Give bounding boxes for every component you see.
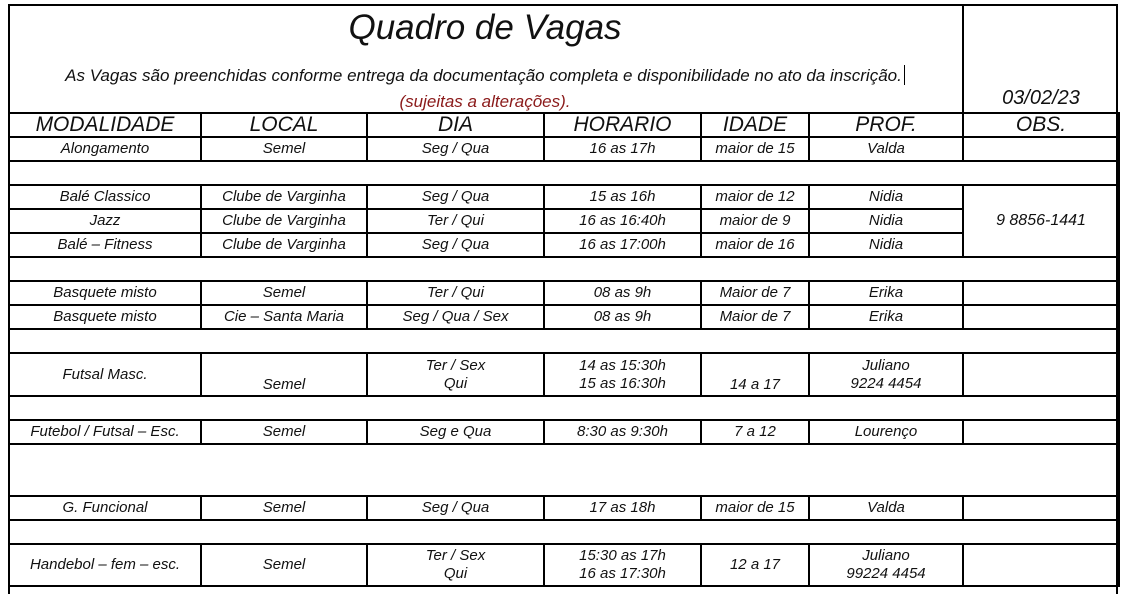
prof-line: 99224 4454 (846, 565, 926, 582)
cell-prof: Lourenço (809, 420, 963, 444)
cell-prof: Valda (809, 496, 963, 520)
cell-horario: 16 as 16:40h (544, 209, 701, 233)
cell-modalidade: Basquete misto (9, 281, 201, 305)
horario-line: 16 as 17:30h (579, 565, 666, 582)
table-row (9, 209, 1119, 233)
table-row (9, 233, 1119, 257)
cell-modalidade: Futebol / Futsal – Esc. (9, 420, 201, 444)
cell-dia: Seg / Qua (367, 233, 544, 257)
spacer-row (9, 329, 1119, 353)
spacer-row (9, 444, 1119, 496)
cell-prof: Nidia (809, 209, 963, 233)
cell-horario (544, 353, 701, 396)
cell-local: Semel (201, 353, 367, 396)
cell-horario: 08 as 9h (544, 281, 701, 305)
date-label: 03/02/23 (1002, 87, 1080, 109)
cell-prof: Erika (809, 281, 963, 305)
table-row (9, 420, 1119, 444)
table-row (9, 496, 1119, 520)
cell-idade: maior de 15 (701, 496, 809, 520)
cell-idade: Maior de 7 (701, 281, 809, 305)
cell-obs (963, 305, 1119, 329)
table-row (9, 281, 1119, 305)
horario-line: 15:30 as 17h (579, 547, 666, 564)
cell-prof (809, 353, 963, 396)
cell-horario: 17 as 18h (544, 496, 701, 520)
spacer-row (9, 396, 1119, 420)
cell-local: Semel (201, 137, 367, 161)
cell-dia: Seg / Qua (367, 496, 544, 520)
cell-prof: Valda (809, 137, 963, 161)
cell-idade: 12 a 17 (701, 544, 809, 586)
text-cursor (904, 65, 905, 85)
spacer-cell (9, 161, 1119, 185)
vacancy-table (8, 112, 1120, 587)
cell-modalidade: Basquete misto (9, 305, 201, 329)
column-header-obs: OBS. (963, 113, 1119, 137)
column-header-idade: IDADE (701, 113, 809, 137)
table-header-row (9, 113, 1119, 137)
table-row (9, 305, 1119, 329)
cell-modalidade: Handebol – fem – esc. (9, 544, 201, 586)
cell-modalidade: G. Funcional (9, 496, 201, 520)
cell-dia (367, 544, 544, 586)
column-header-dia: DIA (367, 113, 544, 137)
column-header-local: LOCAL (201, 113, 367, 137)
cell-modalidade: Balé – Fitness (9, 233, 201, 257)
spacer-row (9, 161, 1119, 185)
cell-horario: 16 as 17h (544, 137, 701, 161)
table-row (9, 137, 1119, 161)
cell-prof: Nidia (809, 233, 963, 257)
cell-local: Semel (201, 496, 367, 520)
dia-line: Qui (443, 565, 468, 582)
cell-local: Semel (201, 420, 367, 444)
cell-idade: maior de 16 (701, 233, 809, 257)
spacer-cell (9, 396, 1119, 420)
cell-idade: maior de 9 (701, 209, 809, 233)
column-header-horario: HORARIO (544, 113, 701, 137)
cell-idade: maior de 15 (701, 137, 809, 161)
cell-obs (963, 353, 1119, 396)
cell-local: Cie – Santa Maria (201, 305, 367, 329)
cell-idade: Maior de 7 (701, 305, 809, 329)
cell-idade: 7 a 12 (701, 420, 809, 444)
spacer-cell (9, 329, 1119, 353)
cell-dia (367, 353, 544, 396)
cell-obs (963, 496, 1119, 520)
cell-dia: Ter / Qui (367, 281, 544, 305)
cell-local: Clube de Varginha (201, 209, 367, 233)
table-row (9, 353, 1119, 396)
column-header-prof: PROF. (809, 113, 963, 137)
spacer-row (9, 257, 1119, 281)
cell-modalidade: Futsal Masc. (9, 353, 201, 396)
spacer-cell (9, 520, 1119, 544)
dia-line: Ter / Sex (425, 356, 486, 374)
cell-horario: 8:30 as 9:30h (544, 420, 701, 444)
cell-obs (963, 420, 1119, 444)
spacer-row (9, 520, 1119, 544)
horario-line: 15 as 16:30h (579, 374, 666, 392)
page-title: Quadro de Vagas (348, 8, 622, 47)
alteration-note: (sujeitas a alterações). (399, 92, 571, 111)
cell-local: Semel (201, 281, 367, 305)
prof-line: Juliano (862, 547, 910, 564)
spacer-cell (9, 257, 1119, 281)
cell-obs (963, 281, 1119, 305)
dia-line: Qui (443, 374, 468, 392)
cell-horario (544, 544, 701, 586)
cell-local: Clube de Varginha (201, 233, 367, 257)
cell-dia: Ter / Qui (367, 209, 544, 233)
prof-line: 9224 4454 (850, 374, 922, 392)
cell-prof: Nidia (809, 185, 963, 209)
cell-local: Clube de Varginha (201, 185, 367, 209)
cell-dia: Seg / Qua / Sex (367, 305, 544, 329)
cell-obs (963, 544, 1119, 586)
date-box (962, 4, 1118, 112)
cell-dia: Seg / Qua (367, 137, 544, 161)
table-row (9, 544, 1119, 586)
column-header-modalidade: MODALIDADE (9, 113, 201, 137)
cell-obs-phone: 9 8856-1441 (963, 185, 1119, 257)
cell-idade: maior de 12 (701, 185, 809, 209)
spacer-cell (9, 444, 1119, 496)
cell-local: Semel (201, 544, 367, 586)
cell-prof: Erika (809, 305, 963, 329)
cell-idade: 14 a 17 (701, 353, 809, 396)
cell-dia: Seg e Qua (367, 420, 544, 444)
cell-modalidade: Jazz (9, 209, 201, 233)
cell-modalidade: Balé Classico (9, 185, 201, 209)
cell-horario: 08 as 9h (544, 305, 701, 329)
prof-line: Juliano (862, 356, 910, 374)
horario-line: 14 as 15:30h (579, 356, 666, 374)
dia-line: Ter / Sex (425, 547, 486, 564)
cell-obs (963, 137, 1119, 161)
cell-horario: 15 as 16h (544, 185, 701, 209)
cell-modalidade: Alongamento (9, 137, 201, 161)
table-row (9, 185, 1119, 209)
cell-horario: 16 as 17:00h (544, 233, 701, 257)
cell-prof (809, 544, 963, 586)
cell-dia: Seg / Qua (367, 185, 544, 209)
title-block (8, 4, 962, 112)
subtitle-wrap (8, 65, 962, 86)
subtitle: As Vagas são preenchidas conforme entrega da documentação completa e disponibilidade no ato da inscrição. (65, 66, 902, 85)
